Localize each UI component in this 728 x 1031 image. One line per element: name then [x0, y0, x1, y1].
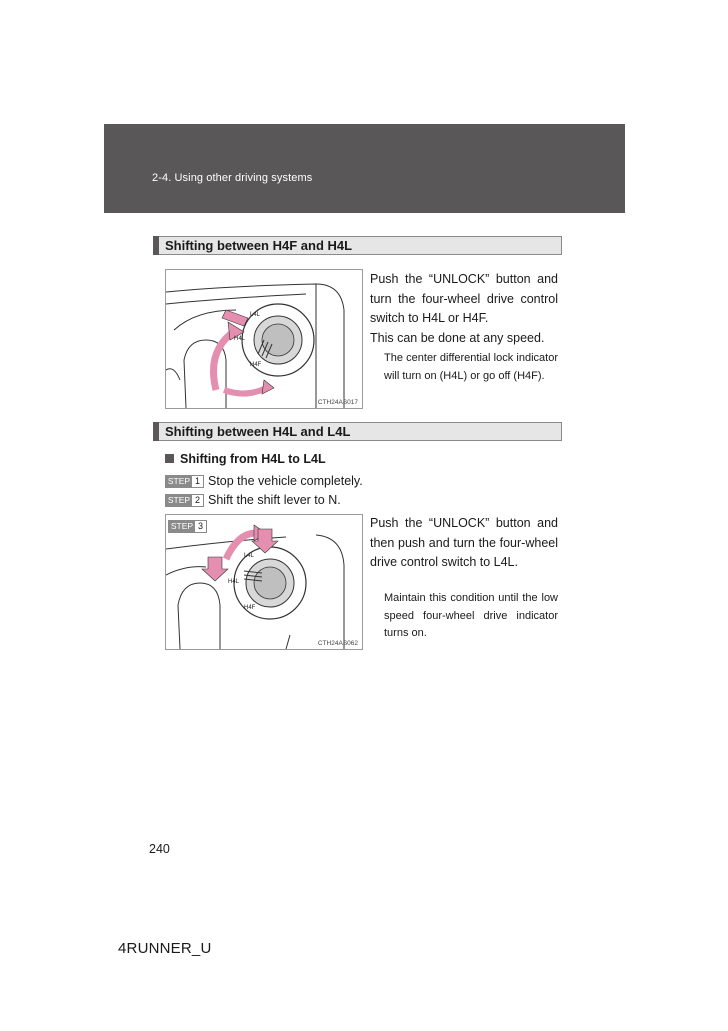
figure-dial-h4f-h4l [165, 269, 363, 409]
section-title: Shifting between H4F and H4L [165, 238, 353, 253]
dial-label-h4f: H4F [250, 362, 262, 368]
note-text: Maintain this condition until the low speed four-wheel drive indicator turns on. [384, 592, 558, 639]
step-number: 2 [194, 495, 200, 505]
section-title-bar [153, 236, 562, 255]
figure-dial-h4l-l4l [165, 514, 363, 650]
footer-code: 4RUNNER_U [118, 940, 212, 957]
dial-label-h4l: H4L [234, 336, 246, 342]
instruction-text-2: This can be done at any speed. [370, 331, 545, 345]
step-badge [168, 520, 207, 533]
dial-illustration [166, 270, 362, 408]
dial-label-h4f: H4F [244, 605, 256, 611]
step-badge [165, 494, 204, 507]
figure-code: CTH24AS062 [317, 640, 358, 647]
step-badge [165, 475, 204, 488]
step-label: STEP [170, 521, 194, 531]
section-accent [153, 422, 159, 441]
step-label: STEP [167, 476, 191, 486]
instruction-text: Push the “UNLOCK” button and then push and turn the four-wheel drive control switch to L4L. [370, 516, 558, 570]
dial-illustration [166, 515, 362, 649]
section-title: Shifting between H4L and L4L [165, 424, 351, 439]
sub-heading-text: Shifting from H4L to L4L [180, 452, 326, 466]
section-title-bar [153, 422, 562, 441]
sub-heading [165, 452, 326, 466]
square-bullet-icon [165, 454, 174, 463]
dial-label-l4l: L4L [244, 553, 255, 559]
instruction-text: Push the “UNLOCK” button and turn the four-wheel drive control switch to H4L or H4F. [370, 272, 558, 326]
breadcrumb: 2-4. Using other driving systems [152, 172, 313, 184]
section-accent [153, 236, 159, 255]
header-band [104, 124, 625, 213]
step-label: STEP [167, 495, 191, 505]
step-number: 1 [194, 476, 200, 486]
step-text: Stop the vehicle completely. [208, 474, 363, 488]
step-number: 3 [197, 521, 203, 531]
dial-label-l4l: L4L [250, 312, 261, 318]
step-text: Shift the shift lever to N. [208, 493, 341, 507]
note-text: The center differential lock indicator will turn on (H4L) or go off (H4F). [384, 352, 558, 382]
page-number: 240 [149, 842, 170, 856]
dial-label-h4l: H4L [228, 579, 240, 585]
figure-code: CTH24AS017 [317, 399, 358, 406]
